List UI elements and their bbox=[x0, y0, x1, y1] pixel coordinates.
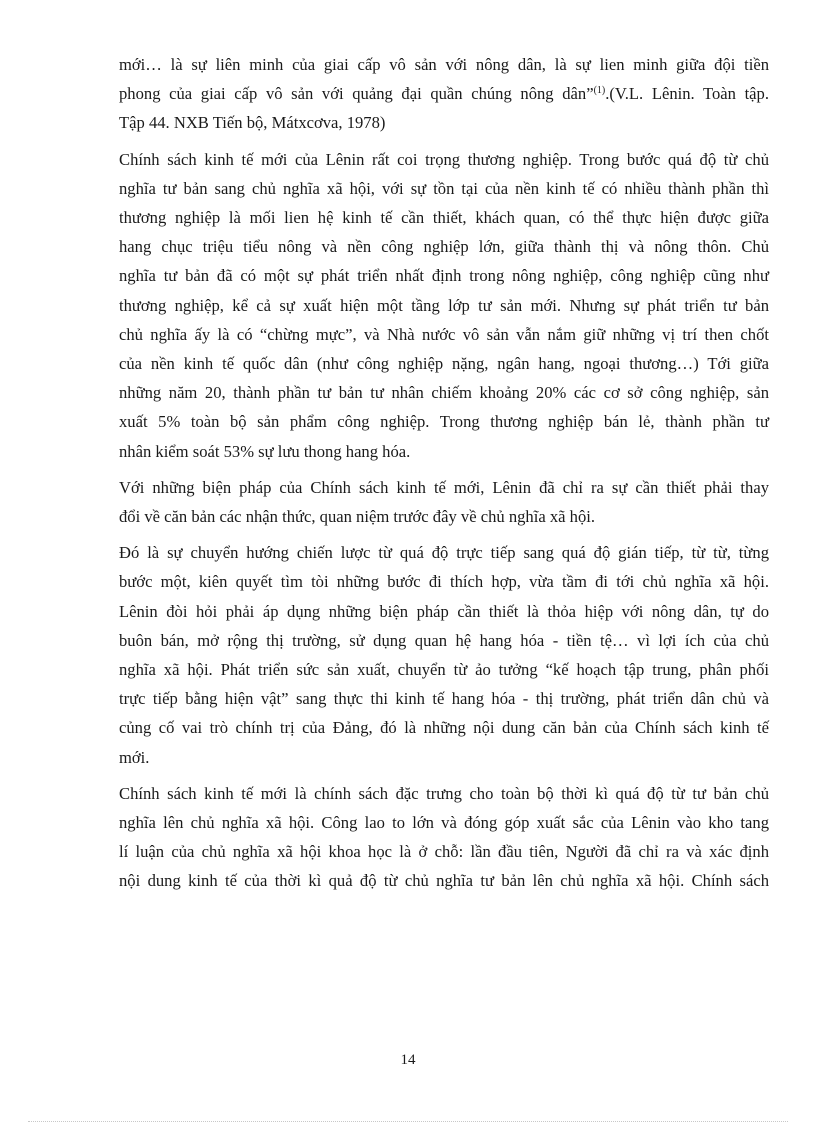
text-line: nghĩa tư bản đã có một sự phát triển nhất định trong nông nghiệp, công nghiệp cũng như bbox=[119, 266, 769, 286]
text-line: buôn bán, mở rộng thị trường, sử dụng quan hệ hang hóa - tiền tệ… vì lợi ích của chủ bbox=[119, 630, 769, 650]
text-line: mới. bbox=[119, 747, 150, 767]
text-line: nội dung kinh tế của thời kì quả độ từ chủ nghĩa tư bản lên chủ nghĩa xã hội. Chính sách bbox=[119, 871, 769, 891]
paragraph-quote-end bbox=[119, 50, 769, 138]
text-line: hang chục triệu tiểu nông và nền công nghiệp lớn, giữa thành thị và nông thôn. Chủ bbox=[119, 237, 769, 257]
paragraph-change-perception bbox=[119, 473, 769, 531]
paragraph-strategic-shift bbox=[119, 538, 769, 772]
text-line: chủ nghĩa ấy là có “chừng mực”, và Nhà nước vô sản vẫn nắm giữ những vị trí then chốt bbox=[119, 324, 769, 344]
text-line: Chính sách kinh tế mới của Lênin rất coi trọng thương nghiệp. Trong bước quá độ từ chủ bbox=[119, 149, 769, 169]
text-line: nghĩa tư bản sang chủ nghĩa xã hội, với sự tồn tại của nền kinh tế có nhiều thành phần thì bbox=[119, 178, 769, 198]
text-line: nhân kiểm soát 53% sự lưu thong hang hóa. bbox=[119, 441, 411, 461]
text-line: nghĩa xã hội. Phát triển sức sản xuất, chuyển từ ảo tưởng “kế hoạch tập trung, phân phối bbox=[119, 660, 769, 680]
text-line: lí luận của chủ nghĩa xã hội khoa học là ở chỗ: lần đầu tiên, Người đã chỉ ra và xác định bbox=[119, 842, 769, 862]
text-line: Đó là sự chuyển hướng chiến lược từ quá độ trực tiếp sang quá độ gián tiếp, từ từ, từng bbox=[119, 543, 769, 563]
page-number: 14 bbox=[400, 1052, 416, 1068]
text-line: thương nghiệp là mối lien hệ kinh tế cần thiết, khách quan, có thể thực hiện được giữa bbox=[119, 208, 769, 228]
text-line: thương nghiệp, kể cả sự xuất hiện một tầng lớp tư sản mới. Nhưng sự phát triển tư bản bbox=[119, 295, 769, 315]
paragraph-transition-period bbox=[119, 779, 769, 896]
text-line: mới… là sự liên minh của giai cấp vô sản với nông dân, là sự lien minh giữa đội tiền bbox=[119, 55, 769, 74]
text-line bbox=[119, 79, 769, 108]
text-line: Chính sách kinh tế mới là chính sách đặc trưng cho toàn bộ thời kì quá độ từ tư bản chủ bbox=[119, 783, 769, 803]
text-line: những năm 20, thành phần tư bản tư nhân chiếm khoảng 20% các cơ sở công nghiệp, sản bbox=[119, 383, 769, 403]
text-line: Với những biện pháp của Chính sách kinh tế mới, Lênin đã chỉ ra sự cần thiết phải thay bbox=[119, 477, 769, 497]
paragraph-commerce bbox=[119, 145, 769, 466]
text-line: nghĩa lên chủ nghĩa xã hội. Công lao to lớn và đóng góp xuất sắc của Lênin vào kho tang bbox=[119, 813, 769, 833]
text-line: trực tiếp bằng hiện vật” sang thực thi kinh tế hang hóa - thị trường, phát triển dân chủ và bbox=[119, 689, 769, 709]
text-line: của nền kinh tế quốc dân (như công nghiệp nặng, ngân hang, ngoại thương…) Tới giữa bbox=[119, 354, 769, 374]
page-body bbox=[119, 50, 769, 903]
text-line: Lênin đòi hỏi phải áp dụng những biện pháp cần thiết là thỏa hiệp với nông dân, tự do bbox=[119, 601, 769, 621]
page-bottom-divider bbox=[28, 1121, 788, 1122]
text-line: đổi về căn bản các nhận thức, quan niệm trước đây về chủ nghĩa xã hội. bbox=[119, 507, 596, 527]
text-line: Tập 44. NXB Tiến bộ, Mátxcơva, 1978) bbox=[119, 113, 386, 133]
footnote-marker[interactable]: (1) bbox=[593, 85, 606, 97]
text-line: củng cố vai trò chính trị của Đảng, đó là những nội dung căn bản của Chính sách kinh tế bbox=[119, 718, 769, 738]
text-line: xuất 5% toàn bộ sản phẩm công nghiệp. Trong thương nghiệp bán lẻ, thành phần tư bbox=[119, 412, 769, 432]
citation-text: .(V.L. Lênin. Toàn tập. bbox=[605, 84, 769, 104]
text-line: bước một, kiên quyết tìm tòi những bước đi thích hợp, vừa tầm đi tới chủ nghĩa xã hội. bbox=[119, 572, 769, 592]
quote-text: phong của giai cấp vô sản với quảng đại quần chúng nông dân” bbox=[119, 84, 594, 104]
